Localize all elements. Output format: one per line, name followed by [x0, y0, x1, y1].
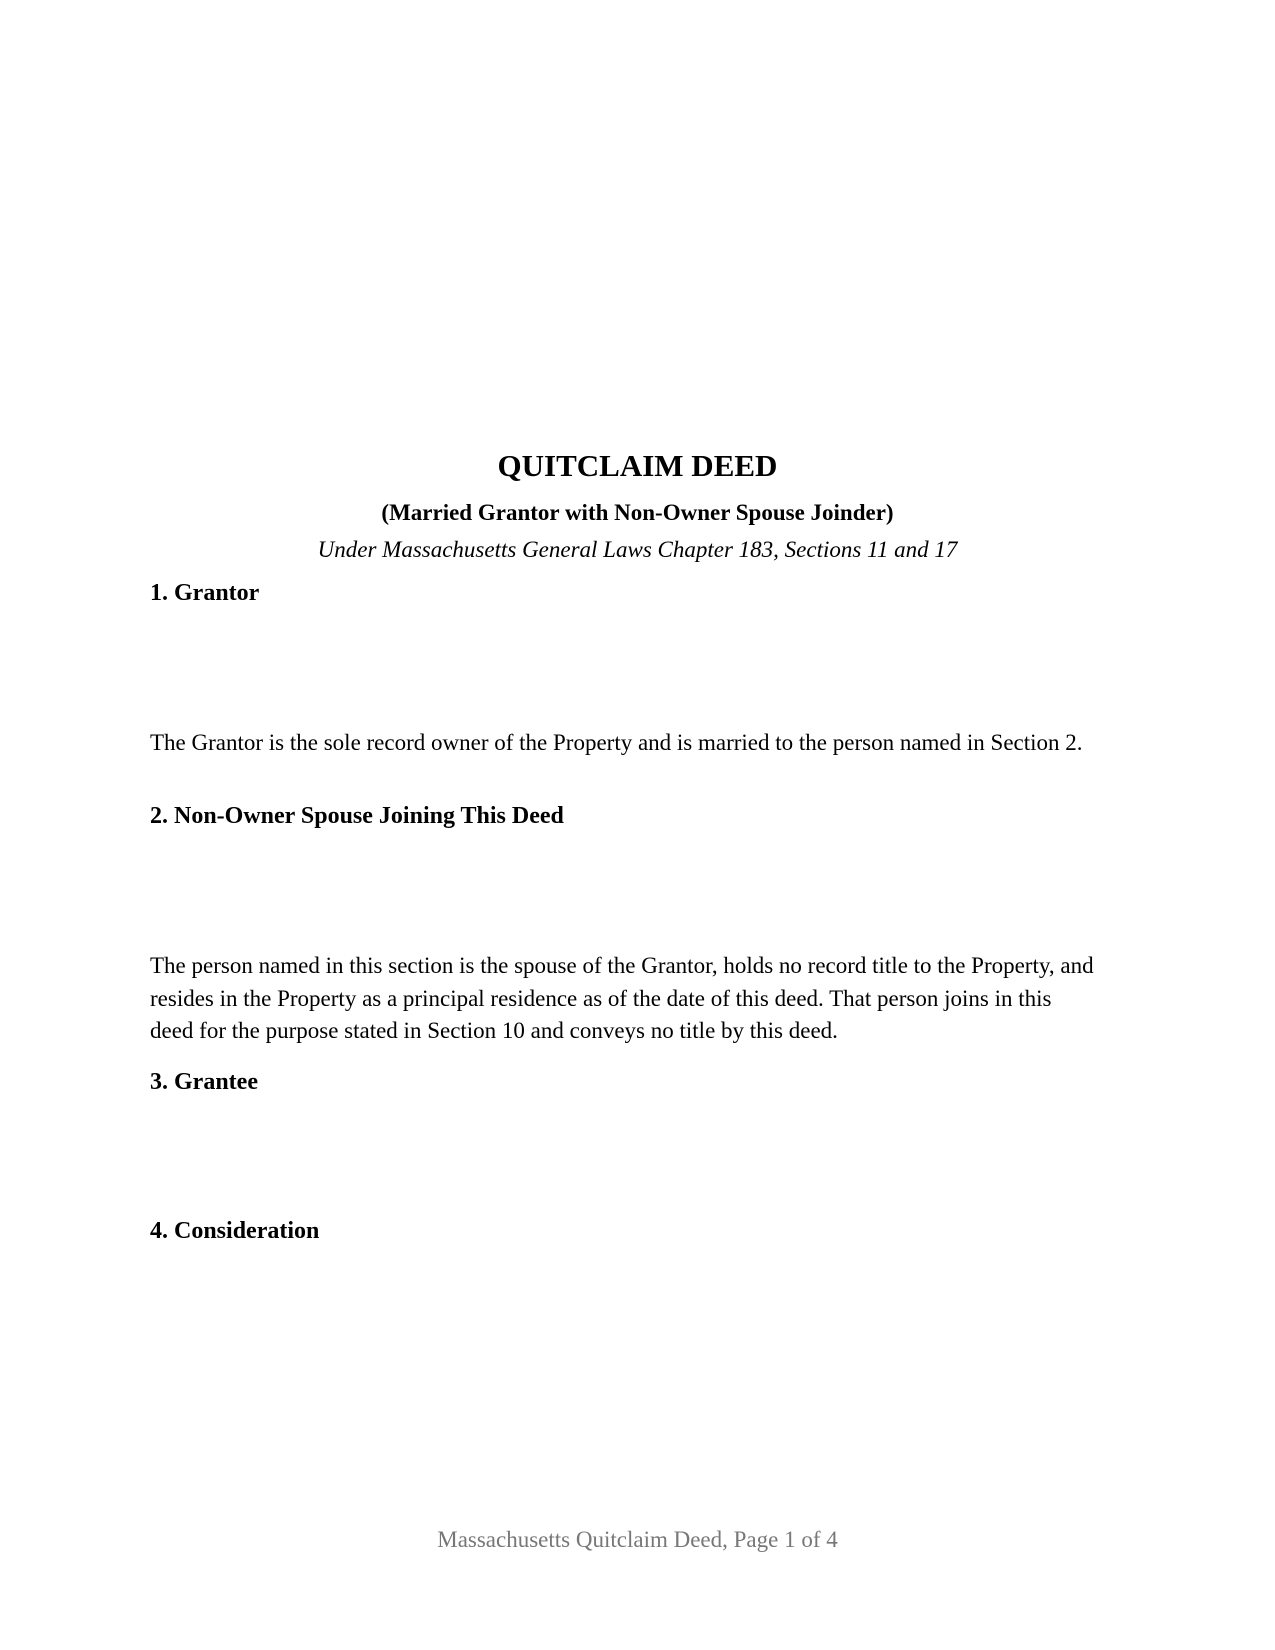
section-heading-non-owner-spouse: 2. Non-Owner Spouse Joining This Deed — [150, 803, 564, 829]
document-title: QUITCLAIM DEED — [497, 448, 778, 483]
statutory-authority: Under Massachusetts General Laws Chapter 183, Sections 11 and 17 — [317, 537, 958, 562]
page-footer: Massachusetts Quitclaim Deed, Page 1 of 4 — [437, 1527, 838, 1552]
section-body-non-owner-spouse: The person named in this section is the spouse of the Grantor, holds no record title to the Property, and resides in the Property as a principal residence as of the date of this deed. That person joins in this deed for the purpose stated in Section 10 and conveys no title by this deed. — [150, 953, 1094, 1043]
section-heading-consideration: 4. Consideration — [150, 1218, 320, 1244]
section-heading-grantee: 3. Grantee — [150, 1069, 258, 1095]
document-subtitle: (Married Grantor with Non-Owner Spouse Joinder) — [381, 500, 894, 525]
section-heading-grantor: 1. Grantor — [150, 580, 260, 606]
section-body-grantor: The Grantor is the sole record owner of the Property and is married to the person named in Section 2. — [150, 730, 1083, 755]
